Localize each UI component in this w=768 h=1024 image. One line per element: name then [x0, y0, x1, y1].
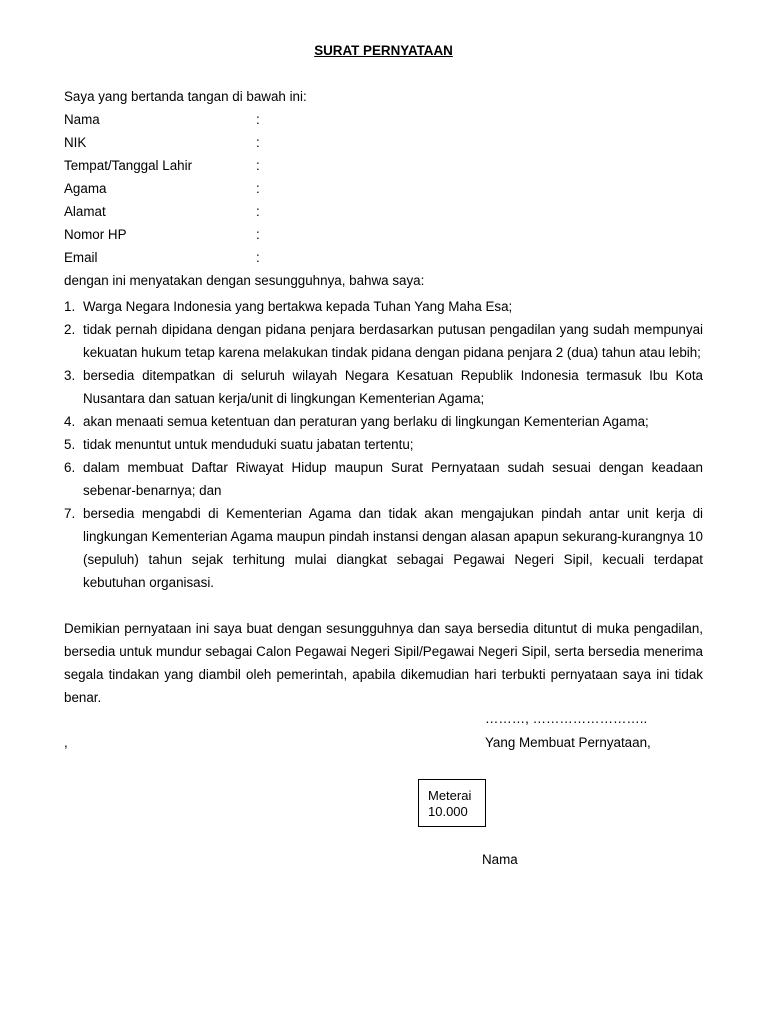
field-colon: :	[256, 158, 260, 173]
list-item	[64, 295, 703, 318]
statement-list	[64, 295, 703, 594]
document-page	[64, 0, 703, 1024]
field-alamat	[64, 203, 703, 226]
document-title: SURAT PERNYATAAN	[314, 43, 453, 58]
item-number: 1.	[64, 299, 76, 314]
field-agama	[64, 180, 703, 203]
item-text: tidak pernah dipidana dengan pidana penjara berdasarkan putusan pengadilan yang sudah mempunyai kekuatan hukum tetap karena melakukan tindak pidana dengan pidana penjara 2 (dua) tahun atau lebih;	[83, 322, 703, 360]
field-label: Nama	[64, 112, 100, 127]
field-colon: :	[256, 112, 260, 127]
field-colon: :	[256, 181, 260, 196]
item-text: Warga Negara Indonesia yang bertakwa kepada Tuhan Yang Maha Esa;	[83, 299, 513, 314]
closing-paragraph: Demikian pernyataan ini saya buat dengan sesungguhnya dan saya bersedia dituntut di muka pengadilan, bersedia untuk mundur sebagai Calon Pegawai Negeri Sipil/Pegawai Negeri Sipil, serta bersedia menerima segala tindakan yang diambil oleh pemerintah, apabila dikemudian hari terbukti pernyataan saya ini tidak benar.	[64, 621, 703, 705]
item-text: bersedia mengabdi di Kementerian Agama dan tidak akan mengajukan pindah antar unit kerja di lingkungan Kementerian Agama maupun pindah instansi dengan alasan apapun sekurang-kurangnya 10 (sepuluh) tahun sejak terhitung mulai diangkat sebagai Pegawai Negeri Sipil, kecuali terdapat kebutuhan organisasi.	[83, 506, 703, 590]
field-tempat-tanggal-lahir	[64, 157, 703, 180]
meterai-value: 10.000	[428, 804, 468, 819]
item-number: 5.	[64, 437, 76, 452]
item-text: bersedia ditempatkan di seluruh wilayah Negara Kesatuan Republik Indonesia termasuk Ibu Kota Nusantara dan satuan kerja/unit di lingkungan Kementerian Agama;	[83, 368, 703, 406]
field-label: Tempat/Tanggal Lahir	[64, 158, 193, 173]
field-nik	[64, 134, 703, 157]
item-number: 4.	[64, 414, 76, 429]
item-text: tidak menuntut untuk menduduki suatu jabatan tertentu;	[83, 437, 414, 452]
field-colon: :	[256, 250, 260, 265]
identity-fields	[64, 111, 703, 272]
field-label: Email	[64, 250, 98, 265]
intro-text: Saya yang bertanda tangan di bawah ini:	[64, 89, 307, 104]
field-nama	[64, 111, 703, 134]
list-item	[64, 410, 703, 433]
list-item	[64, 502, 703, 594]
field-label: Nomor HP	[64, 227, 127, 242]
signer-name: Nama	[482, 852, 518, 867]
place-date-line: ………, ……………………..	[485, 711, 648, 726]
item-number: 3.	[64, 368, 76, 383]
field-colon: :	[256, 204, 260, 219]
field-email	[64, 249, 703, 272]
list-item	[64, 433, 703, 456]
field-label: NIK	[64, 135, 87, 150]
item-text: dalam membuat Daftar Riwayat Hidup maupun Surat Pernyataan sudah sesuai dengan keadaan sebenar-benarnya; dan	[83, 460, 703, 498]
signer-title: Yang Membuat Pernyataan,	[485, 735, 651, 750]
left-comma: ,	[64, 735, 68, 750]
declaration-text: dengan ini menyatakan dengan sesungguhnya, bahwa saya:	[64, 273, 425, 288]
field-nomor-hp	[64, 226, 703, 249]
item-text: akan menaati semua ketentuan dan peraturan yang berlaku di lingkungan Kementerian Agama;	[83, 414, 649, 429]
field-colon: :	[256, 135, 260, 150]
field-colon: :	[256, 227, 260, 242]
list-item	[64, 364, 703, 410]
field-label: Alamat	[64, 204, 106, 219]
field-label: Agama	[64, 181, 107, 196]
list-item	[64, 318, 703, 364]
item-number: 7.	[64, 506, 76, 521]
list-item	[64, 456, 703, 502]
meterai-label: Meterai	[428, 788, 472, 803]
meterai-stamp-box	[418, 779, 486, 827]
item-number: 6.	[64, 460, 76, 475]
item-number: 2.	[64, 322, 76, 337]
